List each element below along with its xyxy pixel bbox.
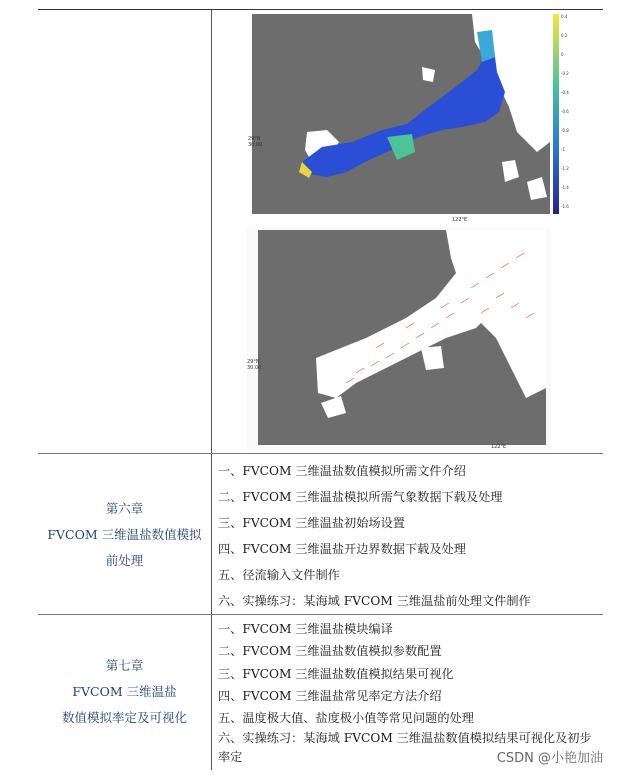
colorbar-tick: -0.4: [561, 90, 569, 95]
chapter6-title: FVCOM 三维温盐数值模拟: [47, 527, 202, 542]
list-item: 二、FVCOM 三维温盐模拟所需气象数据下载及处理: [218, 490, 503, 504]
list-item: 四、FVCOM 三维温盐常见率定方法介绍: [218, 688, 442, 703]
chapter6-items: [218, 458, 531, 614]
colorbar-tick: -0.8: [561, 128, 569, 133]
list-item: 四、FVCOM 三维温盐开边界数据下载及处理: [218, 542, 466, 556]
lat-label-secondary: 30.00: [248, 142, 263, 148]
list-item: 一、FVCOM 三维温盐数值模拟所需文件介绍: [218, 464, 466, 478]
table-column-divider: [211, 10, 212, 770]
colorbar-tick: 0.4: [561, 14, 568, 19]
list-item: 三、FVCOM 三维温盐初始场设置: [218, 516, 405, 530]
chapter6-heading: [38, 496, 211, 574]
colorbar-tick: -1.6: [561, 204, 569, 209]
colorbar: [553, 14, 559, 214]
colorbar-tick: 0: [561, 52, 564, 57]
colorbar-tick: -1.4: [561, 185, 569, 190]
list-item: 六、实操练习：某海域 FVCOM 三维温盐前处理文件制作: [218, 594, 531, 608]
chapter6-subtitle: 前处理: [105, 553, 144, 568]
colorbar-tick: 0.2: [561, 33, 568, 38]
chapter7-items: [218, 618, 598, 767]
row-divider-chapter6: [38, 453, 603, 454]
colorbar-tick: -1.2: [561, 166, 569, 171]
list-item: 五、温度极大值、盐度极小值等常见问题的处理: [218, 711, 474, 726]
lat-label-secondary: 30.00: [247, 365, 262, 371]
lon-label: 122°E: [491, 444, 507, 450]
lat-label: 29°N: [248, 136, 261, 142]
watermark: CSDN @小艳加油: [496, 751, 603, 766]
chapter7-number: 第七章: [105, 658, 144, 673]
chapter7-subtitle: 数值模拟率定及可视化: [61, 710, 187, 725]
colorbar-ticks: [561, 14, 569, 209]
colorbar-tick: -1: [561, 147, 565, 152]
lat-label: 29°N: [247, 359, 260, 365]
lon-label: 122°E: [452, 217, 468, 222]
list-item: 五、径流输入文件制作: [218, 568, 340, 582]
list-item: 一、FVCOM 三维温盐模块编译: [218, 622, 393, 636]
chapter7-title: FVCOM 三维温盐: [72, 684, 177, 699]
colorbar-tick: -0.6: [561, 109, 569, 114]
list-item: 六、实操练习：某海域 FVCOM 三维温盐数值模拟结果可视化及初步率定: [218, 731, 592, 765]
chapter6-number: 第六章: [105, 501, 144, 516]
chapter7-heading: [38, 653, 211, 731]
row-divider-chapter7: [38, 614, 603, 615]
list-item: 二、FVCOM 三维温盐数值模拟参数配置: [218, 644, 442, 659]
salinity-field-map: [247, 12, 577, 222]
table-top-border: [38, 9, 603, 10]
current-vector-map: [246, 228, 551, 450]
colorbar-tick: -0.2: [561, 71, 569, 76]
list-item: 三、FVCOM 三维温盐数值模拟结果可视化: [218, 666, 454, 681]
